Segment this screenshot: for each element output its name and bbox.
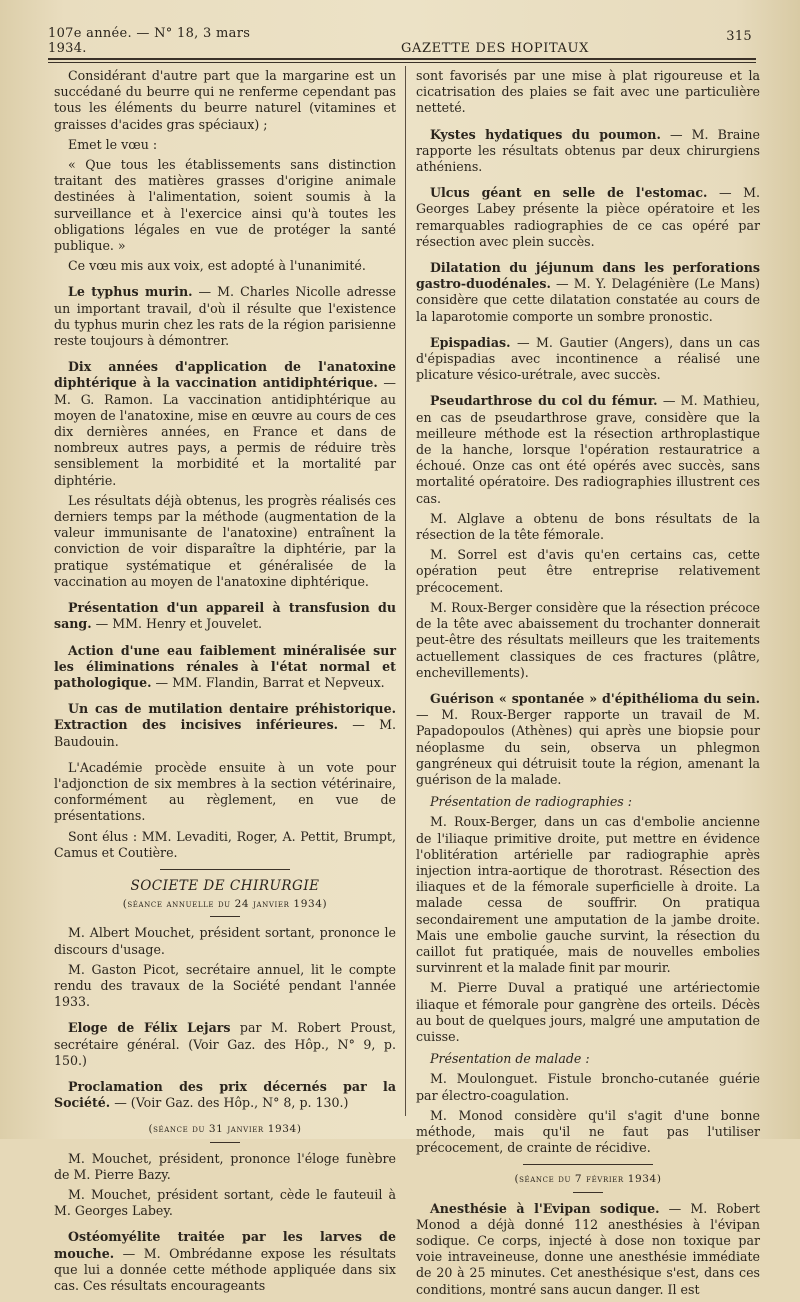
- issue-info: 107e année. — N° 18, 3 mars 1934.: [48, 26, 251, 56]
- right-column: [416, 68, 760, 1302]
- article-text: — M. Baudouin.: [54, 717, 396, 749]
- article-text: — M. Charles Nicolle adresse un important travail, d'où il résulte que l'existence du typhus murin chez les rats de la région parisienne reste toujours à démontrer.: [54, 284, 397, 349]
- article-title: Action d'une eau faiblement minéralisée sur les éliminations rénales à l'état normal et pathologique.: [54, 642, 396, 690]
- article-text: — MM. Flandin, Barrat et Nepveux.: [151, 674, 385, 690]
- article-guerison: [416, 691, 760, 788]
- article-mutilation: [54, 701, 396, 750]
- article-text: — M. Gautier (Angers), dans un cas d'épispadias avec incontinence a réalisé une plicature vésico-urétrale, avec succès.: [416, 334, 760, 383]
- paragraph: Les résultats déjà obtenus, les progrès réalisés ces derniers temps par la méthode (augmentation de la valeur immunisante de l'anatoxine) entraînent la conviction de voir disparaître la diphtérie, par la pratique systématique et généralisée de la vaccination au moyen de l'anatoxine diphtérique.: [54, 492, 396, 589]
- page-header: [48, 22, 752, 56]
- section-rule: [523, 1164, 653, 1165]
- paragraph: Ce vœu mis aux voix, est adopté à l'unanimité.: [68, 258, 366, 274]
- article-title: Proclamation des prix décernés par la Société.: [54, 1078, 396, 1111]
- article-text: — MM. Henry et Jouvelet.: [91, 616, 263, 632]
- paragraph: sont favorisés par une mise à plat rigoureuse et la cicatrisation des plaies se fait avec une particulière netteté.: [416, 68, 760, 116]
- article-text: — M. Ombrédanne expose les résultats que lui a donnée cette méthode appliquée dans six cas. Ces résultats encourageants: [54, 1245, 396, 1293]
- paragraph: M. Mouchet, président sortant, cède le fauteuil à M. Georges Labey.: [54, 1186, 396, 1219]
- article-dilatation: [416, 260, 760, 325]
- article-text: — (Voir Gaz. des Hôp., N° 8, p. 130.): [110, 1095, 349, 1111]
- article-anatoxine: [54, 359, 396, 489]
- article-typhus: [54, 284, 396, 349]
- paragraph: L'Académie procède ensuite à un vote pour l'adjonction de six membres à la section vétérinaire, conformément au règlement, en vue de présentations.: [54, 759, 396, 824]
- article-title: Dilatation du jéjunum dans les perforations gastro-duodénales.: [416, 260, 760, 292]
- article-evipan: [416, 1201, 760, 1298]
- subheading: Présentation de malade :: [430, 1051, 590, 1067]
- article-title: Présentation d'un appareil à transfusion du sang.: [54, 600, 396, 632]
- paragraph: Considérant d'autre part que la margarine est un succédané du beurre qui ne renferme cependant pas tous les éléments du beurre naturel (vitamines et graisses d'acides gras spéciaux) ;: [54, 68, 396, 132]
- journal-title: GAZETTE DES HOPITAUX: [401, 41, 589, 56]
- paragraph: Emet le vœu :: [68, 136, 158, 152]
- article-title: Pseudarthrose du col du fémur.: [430, 393, 658, 409]
- article-title: Ostéomyélite traitée par les larves de mouche.: [54, 1229, 396, 1261]
- article-text: — M. Georges Labey présente la pièce opératoire et les remarquables radiographies de ce cas opéré par résection avec plein succès.: [416, 185, 760, 249]
- article-title: Epispadias.: [430, 334, 511, 350]
- article-osteo: [54, 1229, 396, 1294]
- article-text: — M. Roux-Berger rapporte un travail de M. Papadopoulos (Athènes) qui après une biopsie pour néoplasme du sein, observa un phlegmon gangréneux qui détruisit toute la région, amenant la guérison de la malade.: [416, 707, 760, 787]
- column-divider: [405, 66, 406, 1116]
- article-kystes: [416, 127, 760, 176]
- article-text: par M. Robert Proust, secrétaire général. (Voir Gaz. des Hôp., N° 9, p. 150.): [54, 1020, 396, 1068]
- session-heading: (séance du 31 janvier 1934): [148, 1123, 302, 1136]
- subheading: Présentation de radiographies :: [430, 794, 632, 810]
- article-title: Eloge de Félix Lejars: [68, 1020, 231, 1036]
- paragraph: M. Gaston Picot, secrétaire annuel, lit le compte rendu des travaux de la Société pendant l'année 1933.: [54, 961, 396, 1010]
- session-heading: (séance du 7 février 1934): [514, 1173, 662, 1186]
- left-column: [54, 68, 396, 1298]
- page-number: 315: [726, 29, 752, 44]
- article-title: Ulcus géant en selle de l'estomac.: [430, 185, 708, 201]
- article-lejars: [54, 1020, 396, 1069]
- article-ulcus: [416, 185, 760, 250]
- paragraph: M. Albert Mouchet, président sortant, prononce le discours d'usage.: [54, 925, 396, 957]
- article-title: Dix années d'application de l'anatoxine diphtérique à la vaccination antidiphtérique.: [54, 359, 396, 391]
- paragraph: M. Alglave a obtenu de bons résultats de la résection de la tête fémorale.: [416, 510, 760, 543]
- article-prix: [54, 1079, 396, 1111]
- paragraph: M. Monod considère qu'il s'agit d'une bonne méthode, mais qu'il ne faut pas l'utiliser précocement, de crainte de récidive.: [416, 1107, 760, 1156]
- paragraph: M. Roux-Berger considère que la résection précoce de la tête avec abaissement du trochanter donnerait peut-être des résultats meilleurs que les traitements actuellement classiques de ces fractures (plâtre, enchevillements).: [416, 599, 760, 680]
- article-pseudarthrose: [416, 393, 760, 506]
- section-rule: [160, 869, 290, 870]
- article-text: — M. Robert Monod a déjà donné 112 anesthésies à l'évipan sodique. Ce corps, injecté à dose non toxique par voie intraveineuse, donne une anesthésie immédiate de 20 à 25 minutes. Cet anesthésique s'est, dans ces conditions, montré sans aucun danger. Il est: [416, 1200, 760, 1297]
- article-title: Le typhus murin.: [68, 284, 193, 300]
- article-title: Un cas de mutilation dentaire préhistorique. Extraction des incisives inférieures.: [54, 701, 396, 733]
- paragraph: Sont élus : MM. Levaditi, Roger, A. Pettit, Brumpt, Camus et Coutière.: [54, 828, 396, 860]
- society-title: SOCIETE DE CHIRURGIE: [130, 877, 320, 894]
- paragraph: M. Moulonguet. Fistule broncho-cutanée guérie par électro-coagulation.: [416, 1071, 760, 1103]
- article-eaux: [54, 643, 396, 692]
- article-transfusion: [54, 600, 396, 632]
- session-rule: [210, 1142, 240, 1143]
- article-title: Guérison « spontanée » d'épithélioma du sein.: [430, 690, 760, 706]
- article-text: — M. G. Ramon. La vaccination antidiphtérique au moyen de l'anatoxine, mise en œuvre au cours de ces dix dernières années, en France et dans de nombreux autres pays, a permis de réduire très sensiblement la morbidité et la mortalité par diphtérie.: [54, 375, 396, 488]
- paragraph: « Que tous les établissements sans distinction traitant des matières grasses d'origine animale destinées à l'alimentation, soient soumis à la surveillance et à l'exercice ainsi qu'à toutes les obligations légales en vue de protéger la santé publique. »: [54, 157, 396, 254]
- paragraph: M. Pierre Duval a pratiqué une artériectomie iliaque et fémorale pour gangrène des orteils. Décès au bout de quelques jours, malgré une amputation de cuisse.: [416, 980, 760, 1044]
- session-rule: [573, 1192, 603, 1193]
- paragraph: M. Mouchet, président, prononce l'éloge funèbre de M. Pierre Bazy.: [54, 1150, 396, 1182]
- article-text: — M. Y. Delagénière (Le Mans) considère que cette dilatation constatée au cours de la laparotomie comporte un sombre pronostic.: [416, 276, 760, 324]
- article-text: — M. Mathieu, en cas de pseudarthrose grave, considère que la meilleure méthode est la résection arthroplastique de la hanche, lorsque l'opération restauratrice a échoué. Onze cas ont été opérés avec succès, sans mortalité opératoire. Des radiographies illustrent ces cas.: [416, 393, 761, 506]
- session-rule: [210, 916, 240, 917]
- article-title: Kystes hydatiques du poumon.: [430, 126, 661, 142]
- paragraph: M. Sorrel est d'avis qu'en certains cas, cette opération peut être entreprise relativement précocement.: [416, 547, 760, 595]
- session-heading: (séance annuelle du 24 janvier 1934): [122, 898, 328, 911]
- article-text: — M. Braine rapporte les résultats obtenus par deux chirurgiens athéniens.: [416, 126, 760, 175]
- header-rule: [48, 58, 756, 63]
- paragraph: M. Roux-Berger, dans un cas d'embolie ancienne de l'iliaque primitive droite, put mettre en évidence l'oblitération artérielle par radiographie après injection intra-aortique de thorotrast. Résection des iliaques et de la fémorale superficielle à droite. La malade cessa de souffrir. On pratiqua secondairement une amputation de la jambe droite. Mais une embolie gauche survint, la résection du caillot fut pratiquée, mais de nouvelles embolies survinrent et la malade finit par mourir.: [416, 814, 760, 976]
- article-title: Anesthésie à l'Evipan sodique.: [430, 1200, 660, 1216]
- article-epispadias: [416, 335, 760, 384]
